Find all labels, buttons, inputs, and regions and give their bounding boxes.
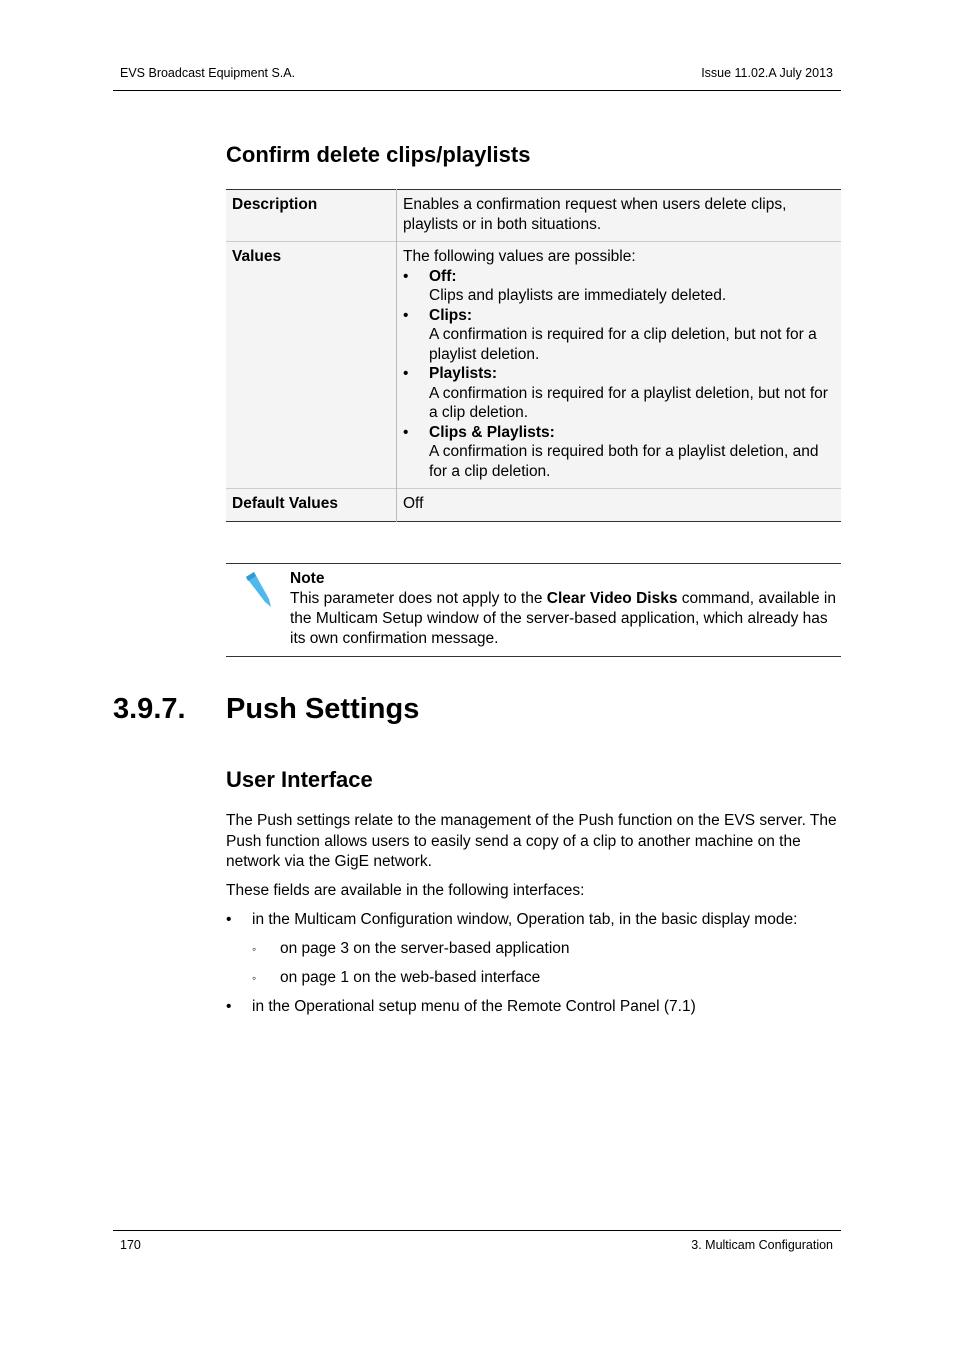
page-number: 170 [120,1238,141,1252]
value-name: • Clips: [429,306,473,324]
values-label: Values [226,242,397,489]
description-value: Enables a confirmation request when users delete clips, playlists or in both situations. [397,190,842,242]
sub-bullet-item-2: on page 1 on the web-based interface [280,969,541,986]
value-name: • Off: [429,267,457,285]
note-text-start: This parameter does not apply to the [290,590,547,607]
sub-bullet-item-1: on page 3 on the server-based application [280,940,570,957]
note-title: Note [290,570,325,587]
value-desc: A confirmation is required both for a playlist deletion, and for a clip deletion. [429,443,819,480]
note-text-end: command, available in the Multicam Setup window of the server-based application, which already has its own confirmation message. [290,590,836,647]
section-number: 3.9.7. [113,693,186,725]
list-item [403,306,835,365]
note-text [290,589,840,649]
sub-bullet-marker: ◦ [252,942,257,956]
sub-bullet-marker: ◦ [252,971,257,985]
value-desc: A confirmation is required for a clip deletion, but not for a playlist deletion. [429,326,817,363]
note-bottom-rule [226,656,841,657]
list-item [403,423,835,482]
note-body [290,569,840,649]
bullet-marker: • [226,998,232,1015]
value-desc: A confirmation is required for a playlist deletion, but not for a clip deletion. [429,384,828,421]
table-row-values [226,242,841,489]
bullet-item-2: in the Operational setup menu of the Remote Control Panel (7.1) [252,998,696,1015]
header-company: EVS Broadcast Equipment S.A. [120,66,296,80]
table-row-default [226,489,841,522]
values-cell [397,242,842,489]
parameter-table [226,189,841,522]
default-label: Default Values [226,489,397,522]
footer-chapter: 3. Multicam Configuration [691,1238,833,1252]
pencil-icon [240,569,276,611]
list-item [403,267,835,306]
confirm-section-title: Confirm delete clips/playlists [226,142,531,167]
note-text-command: Clear Video Disks [546,590,678,607]
value-name: • Clips & Playlists: [429,423,555,441]
user-interface-heading: User Interface [226,767,373,792]
bullet-marker: • [226,911,232,928]
list-item [403,364,835,423]
bullet-item-1: in the Multicam Configuration window, Operation tab, in the basic display mode: [252,911,798,928]
push-paragraph-2: These fields are available in the following interfaces: [226,882,585,899]
header-rule [113,90,841,91]
value-name: • Playlists: [429,365,498,382]
header-issue: Issue 11.02.A July 2013 [701,66,833,80]
note-top-rule [226,563,841,564]
value-desc: Clips and playlists are immediately deleted. [429,287,727,304]
default-value: Off [397,489,842,522]
section-title: Push Settings [226,693,420,725]
push-paragraph-1: The Push settings relate to the management of the Push function on the EVS server. The Push function allows users to easily send a copy of a clip to another machine on the network via the GigE network. [226,812,837,870]
description-label: Description [226,190,397,242]
values-list [403,267,835,482]
table-row-description [226,190,841,242]
values-intro: The following values are possible: [403,248,636,265]
footer-rule [113,1230,841,1231]
